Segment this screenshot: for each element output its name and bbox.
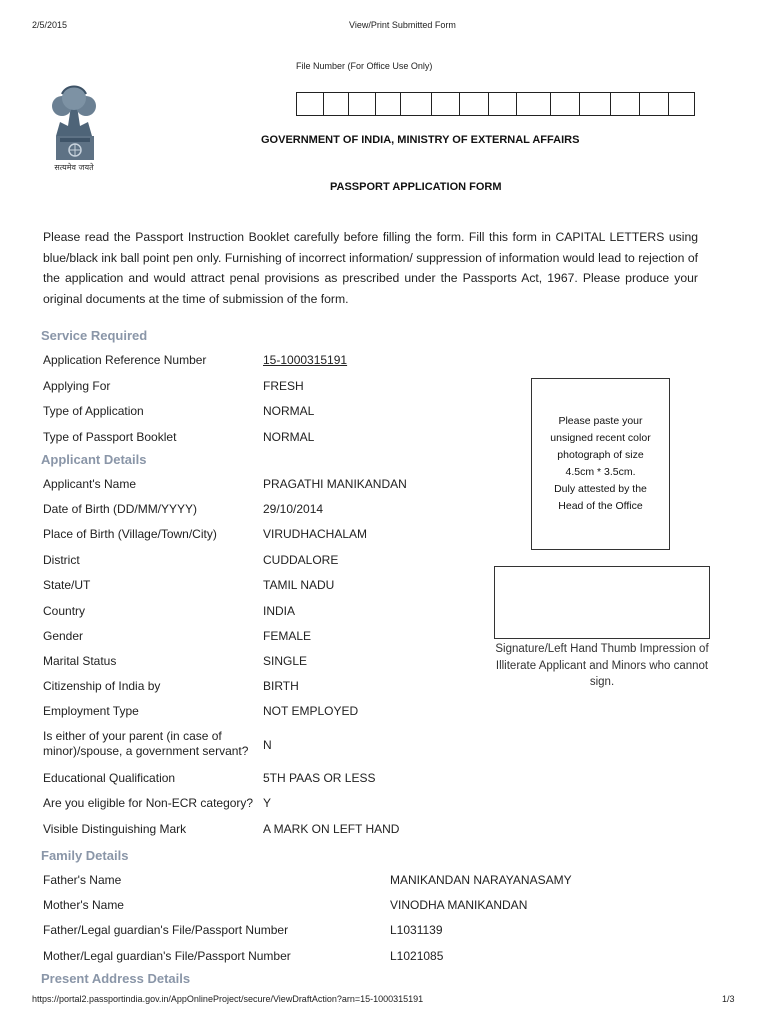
field-value: VINODHA MANIKANDAN (390, 898, 528, 912)
print-footer-url: https://portal2.passportindia.gov.in/AppOnlineProject/secure/ViewDraftAction?arn=15-1000315191 (32, 994, 424, 1004)
file-number-box (517, 93, 551, 115)
field-label: State/UT (43, 578, 91, 592)
field-label: Type of Passport Booklet (43, 430, 177, 444)
photo-box (531, 378, 670, 550)
field-value: N (263, 738, 272, 752)
field-value: NORMAL (263, 404, 315, 418)
field-value: 5TH PAAS OR LESS (263, 771, 376, 785)
signature-caption: Signature/Left Hand Thumb Impression of Illiterate Applicant and Minors who cannot sign. (495, 643, 709, 688)
file-number-box (324, 93, 349, 115)
field-label: Father/Legal guardian's File/Passport Number (43, 923, 289, 937)
print-title: View/Print Submitted Form (349, 20, 456, 30)
file-number-label: File Number (For Office Use Only) (296, 61, 433, 71)
field-label: Is either of your parent (in case of minor)/spouse, a government servant? (43, 729, 249, 758)
file-number-box (376, 93, 401, 115)
application-reference-link[interactable]: 15-1000315191 (263, 353, 348, 367)
field-label: Date of Birth (DD/MM/YYYY) (43, 502, 198, 516)
field-value: L1031139 (390, 923, 443, 937)
field-value: FRESH (263, 379, 304, 393)
file-number-box (611, 93, 640, 115)
field-label: Employment Type (43, 704, 139, 718)
field-value: NOT EMPLOYED (263, 704, 359, 718)
field-label: District (43, 553, 80, 567)
file-number-box (580, 93, 611, 115)
field-label: Application Reference Number (43, 353, 207, 367)
photo-instruction-line: 4.5cm * 3.5cm. (565, 466, 636, 478)
photo-instruction-line: photograph of size (557, 449, 644, 461)
section-heading-applicant: Applicant Details (41, 452, 147, 467)
emblem-motto: सत्यमेव जयते (54, 163, 94, 172)
field-value: MANIKANDAN NARAYANASAMY (390, 873, 572, 887)
photo-instructions (532, 413, 669, 515)
section-heading-family: Family Details (41, 848, 129, 863)
national-emblem-icon (42, 76, 106, 176)
photo-instruction-line: Head of the Office (558, 500, 643, 512)
field-value: CUDDALORE (263, 553, 339, 567)
field-value: PRAGATHI MANIKANDAN (263, 477, 407, 491)
section-heading-service: Service Required (41, 328, 148, 343)
photo-instruction-line: Duly attested by the (554, 483, 647, 495)
field-label: Country (43, 604, 86, 618)
field-label: Place of Birth (Village/Town/City) (43, 527, 217, 541)
field-label: Applicant's Name (43, 477, 136, 491)
file-number-box (432, 93, 460, 115)
field-label: Father's Name (43, 873, 122, 887)
field-label: Are you eligible for Non-ECR category? (43, 796, 254, 810)
instructions-paragraph: Please read the Passport Instruction Booklet carefully before filling the form. Fill this form in CAPITAL LETTERS using blue/black ink ball point pen only. Furnishing of incorrect information/ suppression of information would lead to rejection of the application and would attract penal provisions as prescribed under the Passports Act, 1967. Please produce your original documents at the time of submission of the form. (43, 230, 698, 306)
field-value: L1021085 (390, 949, 444, 963)
field-value: Y (263, 796, 272, 810)
field-value: VIRUDHACHALAM (263, 527, 368, 541)
field-value: A MARK ON LEFT HAND (263, 822, 400, 836)
field-value: TAMIL NADU (263, 578, 335, 592)
ministry-heading: GOVERNMENT OF INDIA, MINISTRY OF EXTERNAL AFFAIRS (261, 134, 580, 146)
file-number-box (489, 93, 517, 115)
file-number-box (297, 93, 324, 115)
field-value: SINGLE (263, 654, 308, 668)
field-value: NORMAL (263, 430, 315, 444)
field-label: Citizenship of India by (43, 679, 161, 693)
field-label: Visible Distinguishing Mark (43, 822, 187, 836)
file-number-box (349, 93, 376, 115)
file-number-box (669, 93, 694, 115)
field-value: FEMALE (263, 629, 312, 643)
field-label: Applying For (43, 379, 111, 393)
photo-instruction-line: Please paste your (558, 415, 643, 427)
field-label: Mother/Legal guardian's File/Passport Number (43, 949, 291, 963)
field-label: Educational Qualification (43, 771, 176, 785)
field-label: Gender (43, 629, 84, 643)
file-number-boxes (296, 92, 695, 116)
file-number-box (640, 93, 669, 115)
field-value: BIRTH (263, 679, 299, 693)
print-footer-page: 1/3 (722, 994, 735, 1004)
photo-instruction-line: unsigned recent color (550, 432, 651, 444)
field-value: 29/10/2014 (263, 502, 324, 516)
section-heading-present-address: Present Address Details (41, 971, 191, 986)
field-label: Type of Application (43, 404, 144, 418)
field-label: Mother's Name (43, 898, 124, 912)
form-title: PASSPORT APPLICATION FORM (330, 181, 502, 193)
signature-box (494, 566, 710, 639)
field-label: Marital Status (43, 654, 117, 668)
file-number-box (551, 93, 580, 115)
print-date: 2/5/2015 (32, 20, 68, 30)
file-number-box (401, 93, 432, 115)
field-value: INDIA (263, 604, 296, 618)
file-number-box (460, 93, 489, 115)
